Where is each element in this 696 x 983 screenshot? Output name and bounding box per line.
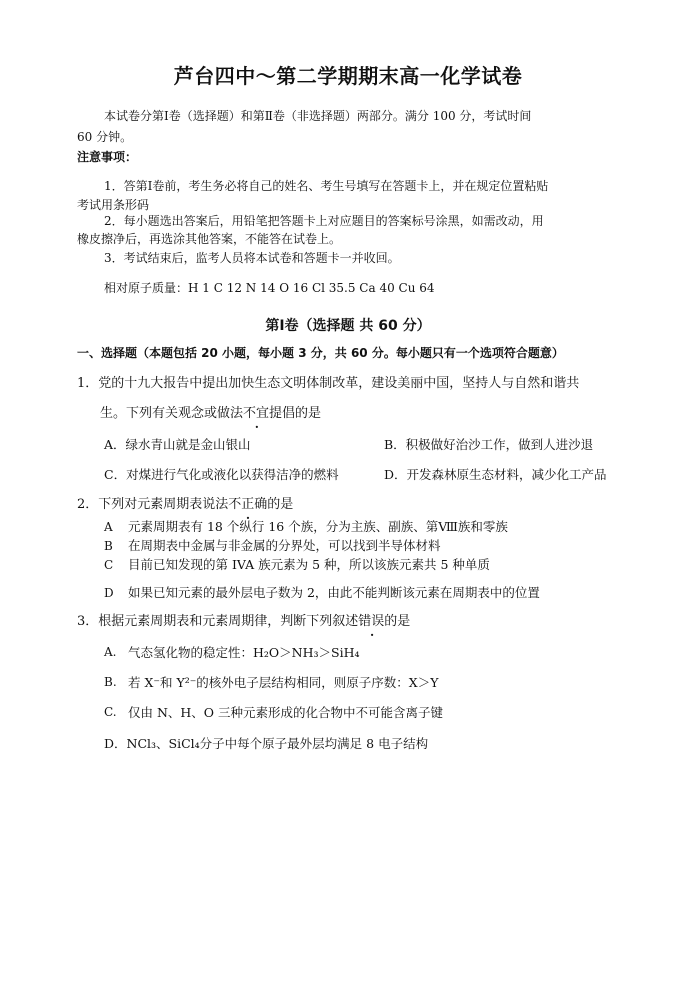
section-1-title: 第Ⅰ卷（选择题 共 60 分） xyxy=(265,318,431,334)
q2-option-d: 如果已知元素的最外层电子数为 2，由此不能判断该元素在周期表中的位置 xyxy=(128,585,540,600)
q1-stem-post: 提倡的是 xyxy=(269,406,322,421)
q2-option-d-label: D xyxy=(104,586,114,600)
intro-line-2: 60 分钟。 xyxy=(77,130,133,144)
note-1-line-1: 1．答第Ⅰ卷前，考生务必将自己的姓名、考生号填写在答题卡上，并在规定位置粘贴 xyxy=(104,179,549,193)
q2-option-b-label: B xyxy=(104,539,113,553)
q1-stem-pre: 生。下列有关观念或做法 xyxy=(100,406,244,421)
note-2-line-2: 橡皮擦净后，再选涂其他答案，不能答在试卷上。 xyxy=(77,232,342,246)
q2-option-a: 元素周期表有 18 个纵行 16 个族，分为主族、副族、第Ⅷ族和零族 xyxy=(128,519,508,534)
q3-stem-emphasis: 错误 xyxy=(358,614,385,629)
section-1-heading: 一、选择题（本题包括 20 小题，每小题 3 分，共 60 分。每小题只有一个选项符合题意） xyxy=(77,346,564,360)
notes-heading: 注意事项： xyxy=(77,150,138,164)
q3-stem-pre: 3．根据元素周期表和元素周期律，判断下列叙述 xyxy=(77,614,359,629)
q1-option-d: D．开发森林原生态材料，减少化工产品 xyxy=(384,467,607,482)
q1-stem-line-2 xyxy=(100,406,321,422)
q3-option-d: D．NCl₃、SiCl₄分子中每个原子最外层均满足 8 电子结构 xyxy=(104,736,429,751)
q1-stem-emphasis: 不宜 xyxy=(243,406,270,421)
intro-line-1: 本试卷分第Ⅰ卷（选择题）和第Ⅱ卷（非选择题）两部分。满分 100 分，考试时间 xyxy=(104,109,532,123)
q3-option-c: 仅由 N、H、O 三种元素形成的化合物中不可能含离子键 xyxy=(128,705,444,720)
q3-option-c-label: C. xyxy=(104,705,117,719)
q2-stem xyxy=(77,497,293,513)
q3-stem-post: 的是 xyxy=(384,614,411,629)
q1-stem-line-1: 1．党的十九大报告中提出加快生态文明体制改革，建设美丽中国，坚持人与自然和谐共 xyxy=(77,376,580,391)
q2-stem-emphasis: 不正确 xyxy=(228,497,268,512)
note-2-line-1: 2．每小题选出答案后，用铅笔把答题卡上对应题目的答案标号涂黑，如需改动，用 xyxy=(104,214,544,228)
q3-option-b: 若 X⁻和 Y²⁻的核外电子层结构相同，则原子序数：X＞Y xyxy=(128,675,439,690)
note-1-line-2: 考试用条形码 xyxy=(77,198,150,212)
q3-stem xyxy=(77,614,410,630)
note-3: 3．考试结束后，监考人员将本试卷和答题卡一并收回。 xyxy=(104,251,400,265)
q2-option-b: 在周期表中金属与非金属的分界处，可以找到半导体材料 xyxy=(128,538,441,553)
q3-option-a: 气态氢化物的稳定性：H₂O＞NH₃＞SiH₄ xyxy=(128,645,360,660)
q1-option-b: B．积极做好治沙工作，做到人进沙退 xyxy=(384,437,594,452)
q2-stem-post: 的是 xyxy=(267,497,294,512)
q2-option-c-label: C xyxy=(104,558,114,572)
q1-option-c: C．对煤进行气化或液化以获得洁净的燃料 xyxy=(104,467,339,482)
q3-option-b-label: B. xyxy=(104,675,117,689)
page-title: 芦台四中～第二学期期末高一化学试卷 xyxy=(173,64,523,88)
q2-stem-pre: 2．下列对元素周期表说法 xyxy=(77,497,229,512)
q3-option-a-label: A. xyxy=(104,645,117,659)
atomic-mass-line: 相对原子质量：H 1 C 12 N 14 O 16 Cl 35.5 Ca 40 Cu 64 xyxy=(104,281,435,295)
q1-option-a: A．绿水青山就是金山银山 xyxy=(104,437,251,452)
q2-option-a-label: A xyxy=(104,520,113,534)
q2-option-c: 目前已知发现的第 IVA 族元素为 5 种，所以该族元素共 5 种单质 xyxy=(128,557,490,572)
